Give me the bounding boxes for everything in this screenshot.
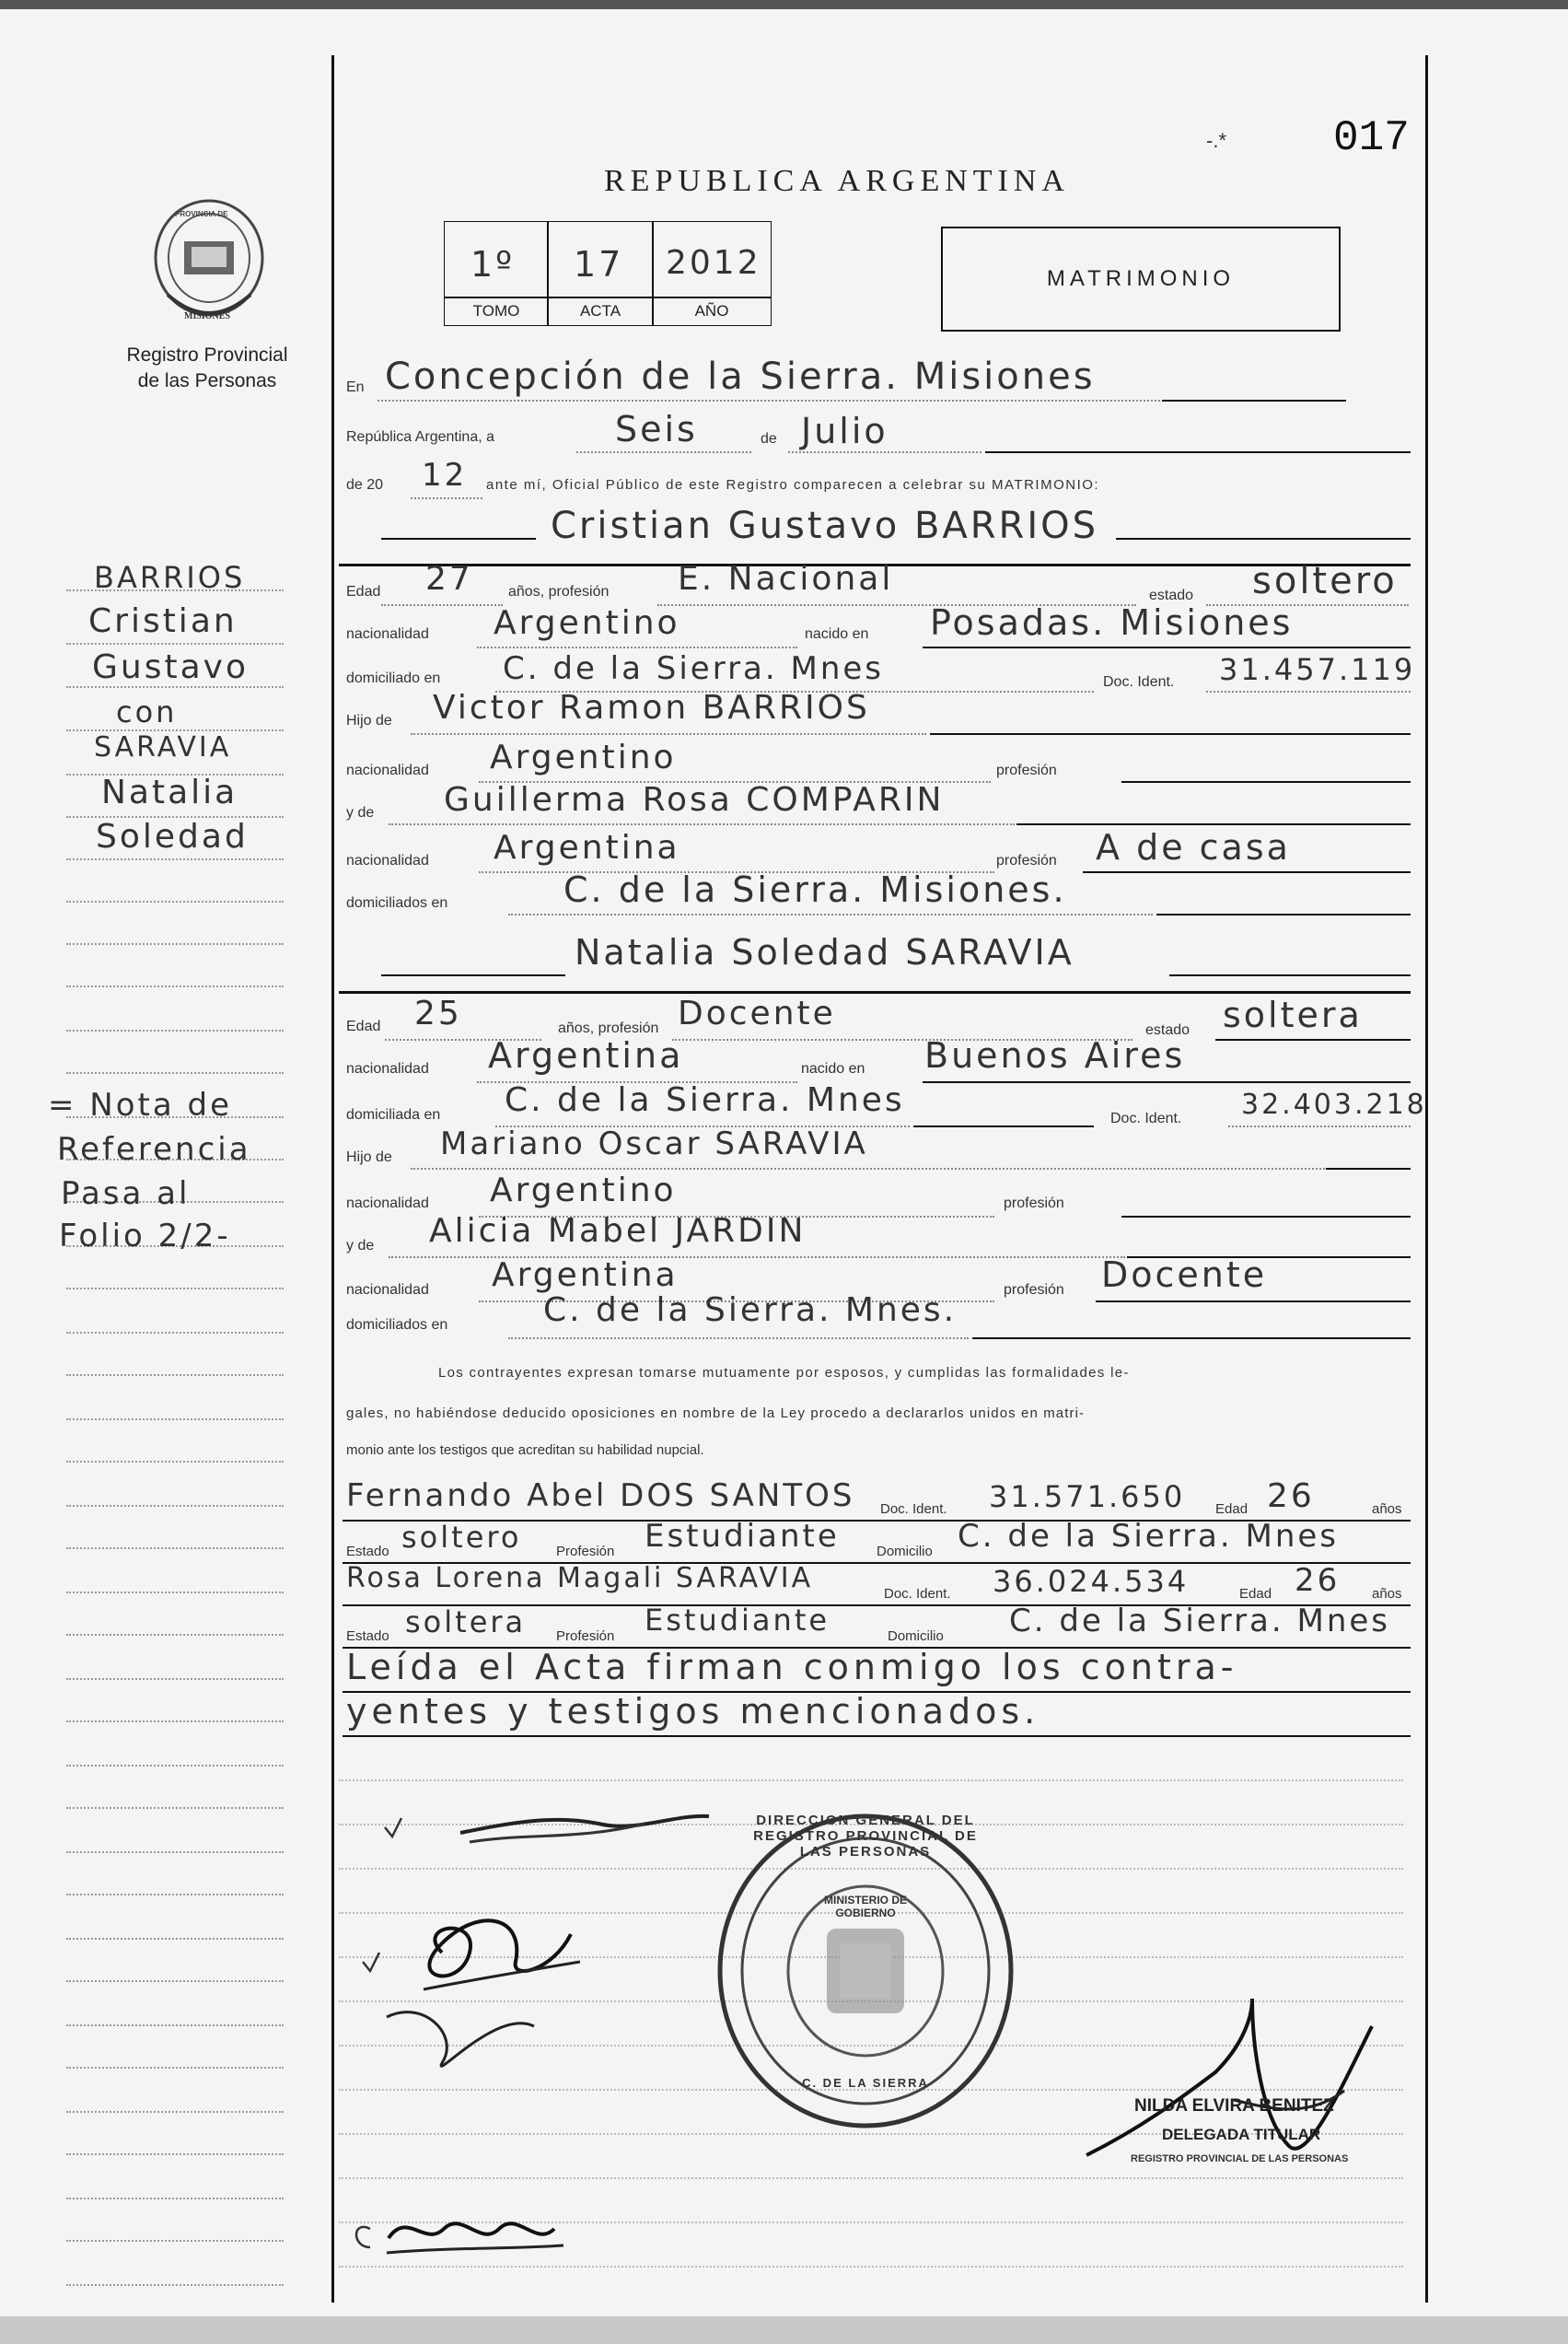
left-frame-line (331, 55, 334, 2303)
groom-dom-label: domiciliado en (346, 671, 441, 686)
bride-mother-nat-label: nacionalidad (346, 1282, 429, 1298)
witness-1-age: 26 (1267, 1477, 1315, 1515)
witness-1-status-label: Estado (346, 1544, 389, 1559)
official-name: NILDA ELVIRA BENITEZ (1134, 2096, 1334, 2116)
year-label: de 20 (346, 477, 384, 493)
witness-2-prof: Estudiante (645, 1603, 830, 1638)
witness-2-age-unit: años (1372, 1586, 1402, 1602)
official-title: DELEGADA TITULAR (1162, 2126, 1321, 2143)
bride-divider (339, 991, 1411, 994)
declaration-line-2: gales, no habiéndose deducido oposiciones en nombre de la Ley procedo a declararlos unidos en matri- (346, 1405, 1086, 1421)
bride-father-nat: Argentino (490, 1172, 677, 1209)
bride-father-nat-label: nacionalidad (346, 1195, 429, 1211)
bride-doc: 32.403.218 (1241, 1089, 1427, 1121)
witness-2-dom: C. de la Sierra. Mnes (1009, 1603, 1391, 1639)
declaration-line-1: Los contrayentes expresan tomarse mutuamente por esposos, y cumplidas las formalidades le- (438, 1365, 1130, 1381)
groom-profession-label: años, profesión (508, 584, 610, 600)
year-value: 12 (422, 457, 468, 494)
groom-doc-label: Doc. Ident. (1103, 674, 1175, 690)
groom-mother-prof: A de casa (1096, 827, 1291, 868)
official-seal (709, 1805, 1022, 2137)
bride-mother-label: y de (346, 1238, 375, 1254)
groom-mother-prof-label: profesión (996, 853, 1057, 869)
bride-status: soltera (1223, 995, 1363, 1035)
signature-4 (343, 2192, 619, 2266)
bride-born-label: nacido en (801, 1061, 865, 1077)
statement: ante mí, Oficial Público de este Registro comparecen a celebrar su MATRIMONIO: (486, 477, 1100, 493)
groom-nat-label: nacionalidad (346, 626, 429, 642)
groom-age: 27 (425, 560, 473, 598)
groom-doc: 31.457.119 (1219, 652, 1416, 687)
bride-nat-label: nacionalidad (346, 1061, 429, 1077)
margin-note-1: = Nota de (48, 1087, 233, 1124)
bride-father-label: Hijo de (346, 1149, 392, 1165)
seal-inner-text: MINISTERIO DE GOBIERNO (823, 1894, 907, 1919)
bride-parents-dom-label: domiciliados en (346, 1317, 448, 1333)
official-office: REGISTRO PROVINCIAL DE LAS PERSONAS (1131, 2153, 1349, 2164)
margin-note-3: Pasa al (61, 1175, 191, 1212)
signature-1 (341, 1796, 764, 1870)
bride-father-prof-label: profesión (1004, 1195, 1064, 1211)
bride-dom-label: domiciliada en (346, 1107, 441, 1123)
province-emblem (140, 193, 278, 332)
margin-line-3: Gustavo (92, 648, 249, 686)
country-title: REPUBLICA ARGENTINA (604, 164, 1070, 198)
groom-father-nat-label: nacionalidad (346, 763, 429, 778)
margin-line-6: Natalia (101, 774, 238, 811)
witness-1-age-label: Edad (1215, 1501, 1249, 1517)
bride-nat: Argentina (488, 1035, 684, 1076)
groom-status-label: estado (1149, 588, 1194, 603)
signature-3 (350, 1980, 645, 2091)
groom-profession: E. Nacional (678, 560, 894, 598)
bride-mother-nat: Argentina (492, 1256, 679, 1294)
republica-label: República Argentina, a (346, 429, 494, 445)
groom-born: Posadas. Misiones (930, 602, 1294, 643)
tomo-cell (444, 221, 549, 298)
witness-1-prof-label: Profesión (556, 1544, 615, 1559)
tomo-value: 1º (470, 244, 516, 285)
bride-dom: C. de la Sierra. Mnes (505, 1081, 905, 1119)
groom-born-label: nacido en (805, 626, 869, 642)
bride-mother-prof: Docente (1101, 1254, 1268, 1295)
margin-line-7: Soledad (96, 818, 249, 856)
groom-nat: Argentino (494, 604, 680, 642)
bride-mother-prof-label: profesión (1004, 1282, 1064, 1298)
witness-1-doc-label: Doc. Ident. (880, 1501, 947, 1517)
groom-dom: C. de la Sierra. Mnes (503, 650, 885, 687)
witness-2-status: soltera (405, 1604, 527, 1639)
declaration-line-3: monio ante los testigos que acreditan su habilidad nupcial. (346, 1442, 704, 1458)
margin-line-1: BARRIOS (94, 560, 246, 595)
witness-2-status-label: Estado (346, 1628, 389, 1644)
groom-name: Cristian Gustavo BARRIOS (551, 505, 1099, 547)
groom-father-nat: Argentino (490, 739, 677, 776)
folio-number: 017 (1333, 114, 1410, 162)
bride-father: Mariano Oscar SARAVIA (440, 1125, 868, 1162)
groom-status: soltero (1252, 560, 1398, 602)
witness-2-age: 26 (1295, 1562, 1341, 1599)
scan-edge (0, 0, 1568, 9)
bride-parents-dom: C. de la Sierra. Mnes. (543, 1291, 958, 1329)
witness-1-doc: 31.571.650 (989, 1479, 1186, 1514)
acta-value: 17 (574, 244, 624, 285)
folio-mark: -.* (1206, 129, 1226, 152)
bride-status-label: estado (1145, 1022, 1191, 1038)
registry-line1: Registro Provincial (126, 344, 288, 366)
acta-label: ACTA (547, 297, 654, 326)
witness-2-age-label: Edad (1239, 1586, 1272, 1602)
seal-outer-text: DIRECCION GENERAL DEL REGISTRO PROVINCIAL DE LAS PERSONAS (753, 1813, 978, 1860)
groom-parents-dom: C. de la Sierra. Misiones. (563, 869, 1067, 910)
month-value: Julio (801, 411, 889, 451)
closing-line-1: Leída el Acta firman conmigo los contra- (346, 1647, 1238, 1687)
bride-mother: Alicia Mabel JARDIN (429, 1212, 807, 1250)
bride-profession: Docente (678, 995, 836, 1032)
ano-cell (652, 221, 772, 298)
emblem-top-text: PROVINCIA DE (175, 210, 228, 218)
en-label: En (346, 379, 365, 395)
witness-1-dom-label: Domicilio (877, 1544, 933, 1559)
ano-value: 2012 (666, 244, 761, 282)
record-index-box (444, 221, 772, 326)
bride-name: Natalia Soledad SARAVIA (575, 932, 1074, 973)
groom-mother-nat: Argentina (494, 829, 680, 867)
groom-father-prof-label: profesión (996, 763, 1057, 778)
witness-1-age-unit: años (1372, 1501, 1402, 1517)
record-type: MATRIMONIO (941, 227, 1341, 332)
witness-2-name: Rosa Lorena Magali SARAVIA (346, 1562, 814, 1594)
witness-2-prof-label: Profesión (556, 1628, 615, 1644)
margin-line-5: SARAVIA (94, 731, 232, 764)
day-value: Seis (615, 409, 698, 449)
groom-father-label: Hijo de (346, 713, 392, 729)
groom-mother: Guillerma Rosa COMPARIN (444, 781, 945, 819)
margin-line-2: Cristian (88, 602, 238, 640)
witness-1-dom: C. de la Sierra. Mnes (958, 1518, 1340, 1555)
witness-2-dom-label: Domicilio (888, 1628, 944, 1644)
bride-profession-label: años, profesión (558, 1020, 659, 1036)
witness-2-doc: 36.024.534 (993, 1564, 1190, 1599)
seal-bottom-text: C. DE LA SIERRA (802, 2076, 929, 2090)
groom-mother-nat-label: nacionalidad (346, 853, 429, 869)
closing-line-2: yentes y testigos mencionados. (346, 1691, 1040, 1732)
right-margin (1436, 55, 1565, 2303)
acta-cell (547, 221, 654, 298)
right-frame-line (1425, 55, 1428, 2303)
bride-doc-label: Doc. Ident. (1110, 1111, 1182, 1126)
groom-father: Victor Ramon BARRIOS (433, 689, 870, 727)
bride-born: Buenos Aires (924, 1035, 1186, 1076)
margin-note-2: Referencia (57, 1131, 251, 1168)
registry-name (92, 343, 322, 394)
witness-2-doc-label: Doc. Ident. (884, 1586, 951, 1602)
groom-age-label: Edad (346, 584, 381, 600)
ano-label: AÑO (652, 297, 772, 326)
margin-line-4: con (116, 694, 178, 729)
groom-mother-label: y de (346, 805, 375, 821)
registry-line2: de las Personas (137, 370, 277, 391)
witness-1-prof: Estudiante (645, 1518, 840, 1555)
bride-age: 25 (414, 995, 462, 1032)
witness-1-status: soltero (401, 1520, 522, 1555)
margin-note-4: Folio 2/2- (59, 1218, 231, 1254)
groom-parents-dom-label: domiciliados en (346, 895, 448, 911)
bride-age-label: Edad (346, 1019, 381, 1034)
scan-bottom-edge (0, 2316, 1568, 2344)
emblem-bottom-text: MISIONES (184, 311, 231, 321)
tomo-label: TOMO (444, 297, 549, 326)
de-label: de (761, 431, 777, 447)
place-value: Concepción de la Sierra. Misiones (385, 356, 1096, 398)
witness-1-name: Fernando Abel DOS SANTOS (346, 1477, 855, 1514)
